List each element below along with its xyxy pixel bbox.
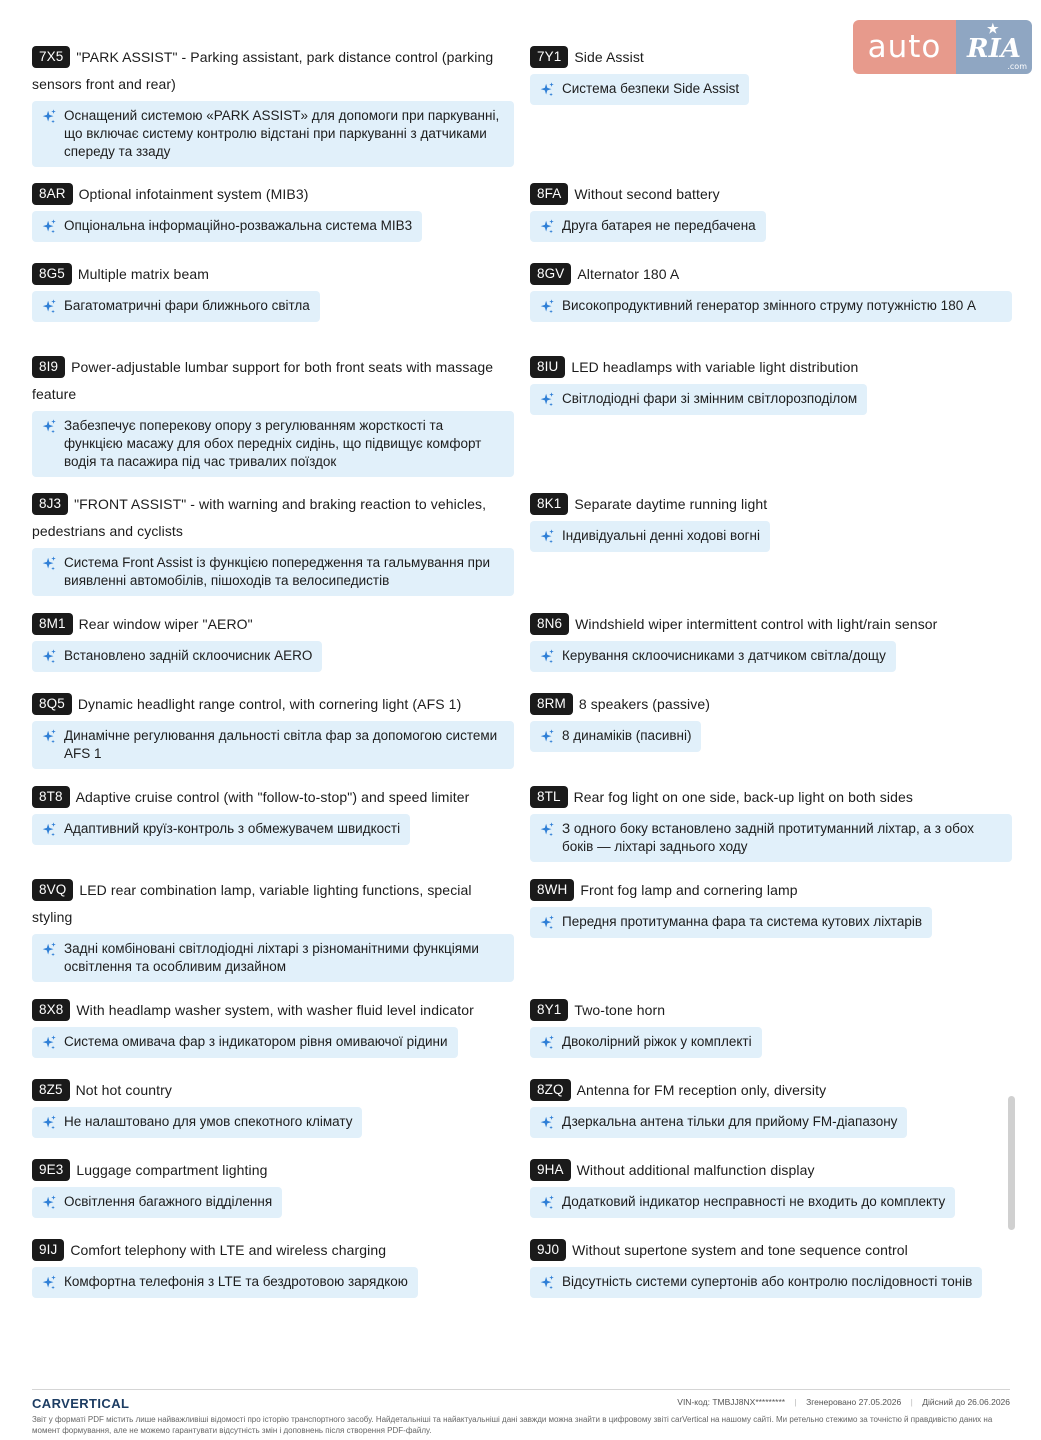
option-title: 8 speakers (passive) — [578, 696, 710, 712]
ai-sparkle-icon — [538, 821, 556, 839]
option-title: Without supertone system and tone sequence control — [572, 1242, 908, 1258]
option-description: Опціональна інформаційно-розважальна система MIB3 — [64, 218, 413, 233]
carvertical-logo: CARVERTICAL — [32, 1396, 130, 1411]
equipment-item — [530, 997, 1012, 1058]
option-code-badge: 8N6 — [530, 613, 569, 635]
equipment-heading — [32, 1157, 514, 1184]
option-description-box — [32, 934, 514, 982]
equipment-heading — [530, 784, 1012, 811]
option-title: Comfort telephony with LTE and wireless charging — [70, 1242, 387, 1258]
equipment-heading — [32, 44, 514, 98]
description-wrapper — [530, 904, 1012, 938]
option-description-box — [530, 1187, 955, 1218]
vin-label: VIN-код: — [677, 1397, 710, 1407]
option-code-badge: 8X8 — [32, 999, 70, 1021]
option-title: Two-tone horn — [574, 1002, 666, 1018]
option-description: Забезпечує поперекову опору з регулюванням жорсткості та функцією масажу для обох передніх сидінь, що підвищує комфорт водія та пасажира під час тривалих поїздок — [64, 418, 482, 469]
equipment-item — [530, 491, 1012, 552]
option-description: Система Front Assist із функцією попередження та гальмування при виявленні автомобілів, пішоходів та велосипедистів — [64, 555, 491, 588]
equipment-heading — [32, 1077, 514, 1104]
equipment-item — [530, 784, 1012, 862]
option-description-box — [32, 814, 410, 845]
ai-sparkle-icon — [538, 728, 556, 746]
option-code-badge: 8VQ — [32, 879, 73, 901]
option-description: Оснащений системою «PARK ASSIST» для допомоги при паркуванні, що включає систему контролю відстані при паркуванні з датчиками спереду та ззаду — [64, 108, 500, 159]
description-wrapper — [530, 71, 1012, 105]
ai-sparkle-icon — [538, 1114, 556, 1132]
equipment-heading — [32, 354, 514, 408]
option-title: Rear window wiper "AERO" — [78, 616, 253, 632]
equipment-item — [32, 691, 514, 769]
ai-sparkle-icon — [40, 941, 58, 959]
option-code-badge: 8GV — [530, 263, 571, 285]
equipment-item — [32, 1237, 514, 1298]
generated-label: Згенеровано — [806, 1397, 857, 1407]
equipment-item — [32, 997, 514, 1058]
option-description-box — [32, 548, 514, 596]
option-code-badge: 8AR — [32, 183, 73, 205]
option-description: Керування склоочисниками з датчиком світла/дощу — [562, 648, 886, 663]
equipment-item — [32, 784, 514, 845]
description-wrapper — [32, 411, 514, 477]
disclaimer: Звіт у форматі PDF містить лише найважливіші відомості про історію транспортного засобу. Найдетальніші та найактуальніші дані завжди можна знайти в цифровому звіті carVertical на нашому сайті. Ми ретельно стежимо за точністю й правдивістю даних на момент формування, але не можемо гарантувати відсутність змін і доповнень після створення PDF-файлу. — [32, 1415, 993, 1435]
description-wrapper — [530, 814, 1012, 862]
option-description-box — [32, 411, 514, 477]
ai-sparkle-icon — [538, 218, 556, 236]
option-code-badge: 9E3 — [32, 1159, 70, 1181]
option-title: Front fog lamp and cornering lamp — [580, 882, 798, 898]
ai-sparkle-icon — [538, 914, 556, 932]
equipment-heading — [530, 44, 1012, 71]
option-description-box — [32, 1267, 418, 1298]
ai-sparkle-icon — [40, 1274, 58, 1292]
equipment-item — [32, 491, 514, 596]
logo-com: .com — [1007, 62, 1027, 71]
option-description-box — [530, 814, 1012, 862]
description-wrapper — [32, 934, 514, 982]
star-icon: ★ — [987, 22, 999, 37]
option-description: Багатоматричні фари ближнього світла — [64, 298, 310, 313]
description-wrapper — [530, 1184, 1012, 1218]
equipment-item — [32, 1157, 514, 1218]
ai-sparkle-icon — [40, 728, 58, 746]
option-code-badge: 8WH — [530, 879, 574, 901]
option-description-box — [530, 211, 766, 242]
option-title: "FRONT ASSIST" - with warning and braking reaction to vehicles, pedestrians and cyclists — [32, 496, 487, 539]
option-description-box — [530, 1267, 982, 1298]
option-title: LED headlamps with variable light distribution — [571, 359, 859, 375]
equipment-item — [530, 44, 1012, 105]
equipment-item — [32, 611, 514, 672]
generated-value: 27.05.2026 — [858, 1397, 902, 1407]
option-description: Динамічне регулювання дальності світла фар за допомогою системи AFS 1 — [64, 728, 498, 761]
description-wrapper — [530, 1104, 1012, 1138]
option-description: Задні комбіновані світлодіодні ліхтарі з різноманітними функціями освітлення та особливим дизайном — [64, 941, 479, 974]
option-description-box — [32, 291, 320, 322]
ai-sparkle-icon — [538, 1034, 556, 1052]
ai-sparkle-icon — [40, 418, 58, 436]
equipment-heading — [32, 261, 514, 288]
description-wrapper — [530, 208, 1012, 242]
description-wrapper — [32, 101, 514, 167]
option-description: Двоколірний ріжок у комплекті — [562, 1034, 752, 1049]
description-wrapper — [530, 718, 1012, 752]
option-title: Without second battery — [574, 186, 720, 202]
equipment-heading — [530, 611, 1012, 638]
option-code-badge: 8IU — [530, 356, 565, 378]
option-code-badge: 8ZQ — [530, 1079, 571, 1101]
option-code-badge: 8Q5 — [32, 693, 72, 715]
option-code-badge: 8T8 — [32, 786, 70, 808]
equipment-item — [530, 1077, 1012, 1138]
description-wrapper — [530, 1024, 1012, 1058]
option-description-box — [530, 907, 932, 938]
option-description: Освітлення багажного відділення — [64, 1194, 273, 1209]
valid-value: 26.06.2026 — [967, 1397, 1010, 1407]
logo-auto: auto — [853, 20, 956, 74]
option-description: Світлодіодні фари зі змінним світлорозподілом — [562, 391, 858, 406]
option-code-badge: 9J0 — [530, 1239, 566, 1261]
ai-sparkle-icon — [40, 648, 58, 666]
logo-ria-text: RIA — [967, 34, 1021, 64]
option-description-box — [530, 291, 1012, 322]
option-description: Високопродуктивний генератор змінного струму потужністю 180 А — [562, 298, 976, 313]
option-title: Luggage compartment lighting — [76, 1162, 268, 1178]
option-code-badge: 9IJ — [32, 1239, 64, 1261]
equipment-item — [530, 1157, 1012, 1218]
equipment-item — [32, 1077, 514, 1138]
option-description-box — [32, 1027, 458, 1058]
description-wrapper — [32, 208, 514, 242]
option-description: Дзеркальна антена тільки для прийому FM-діапазону — [562, 1114, 898, 1129]
description-wrapper — [530, 518, 1012, 552]
scrollbar[interactable] — [1008, 1096, 1015, 1230]
description-wrapper — [32, 1024, 514, 1058]
ai-sparkle-icon — [538, 528, 556, 546]
option-description: Не налаштовано для умов спекотного клімату — [64, 1114, 353, 1129]
ai-sparkle-icon — [538, 1274, 556, 1292]
description-wrapper — [530, 638, 1012, 672]
equipment-heading — [32, 877, 514, 931]
option-code-badge: 9HA — [530, 1159, 571, 1181]
option-description-box — [530, 1027, 762, 1058]
description-wrapper — [530, 381, 1012, 415]
description-wrapper — [32, 548, 514, 596]
description-wrapper — [32, 1104, 514, 1138]
option-title: Alternator 180 A — [577, 266, 680, 282]
option-title: Without additional malfunction display — [576, 1162, 815, 1178]
footer — [32, 1389, 1010, 1435]
ai-sparkle-icon — [538, 298, 556, 316]
option-code-badge: 7Y1 — [530, 46, 568, 68]
description-wrapper — [32, 811, 514, 845]
ai-sparkle-icon — [40, 821, 58, 839]
option-code-badge: 8J3 — [32, 493, 68, 515]
option-title: Multiple matrix beam — [77, 266, 209, 282]
equipment-item — [32, 877, 514, 982]
option-title: Side Assist — [574, 49, 644, 65]
description-wrapper — [530, 291, 1012, 322]
option-description-box — [530, 74, 749, 105]
option-description-box — [32, 641, 322, 672]
description-wrapper — [32, 1264, 514, 1298]
option-title: Dynamic headlight range control, with cornering light (AFS 1) — [77, 696, 462, 712]
option-code-badge: 8M1 — [32, 613, 73, 635]
equipment-heading — [530, 877, 1012, 904]
equipment-heading — [530, 261, 1012, 288]
ai-sparkle-icon — [40, 1034, 58, 1052]
equipment-heading — [530, 354, 1012, 381]
equipment-heading — [530, 491, 1012, 518]
equipment-heading — [32, 997, 514, 1024]
equipment-item — [530, 354, 1012, 415]
option-description: Відсутність системи супертонів або контролю послідовності тонів — [562, 1274, 973, 1289]
ai-sparkle-icon — [538, 81, 556, 99]
option-code-badge: 8Z5 — [32, 1079, 70, 1101]
option-description-box — [530, 521, 770, 552]
equipment-item — [530, 877, 1012, 938]
equipment-item — [530, 261, 1012, 322]
ai-sparkle-icon — [40, 555, 58, 573]
option-title: "PARK ASSIST" - Parking assistant, park distance control (parking sensors front and rear) — [32, 49, 494, 92]
option-description-box — [32, 211, 422, 242]
option-title: Power-adjustable lumbar support for both front seats with massage feature — [32, 359, 494, 402]
option-description-box — [530, 721, 701, 752]
equipment-item — [530, 611, 1012, 672]
option-title: Optional infotainment system (MIB3) — [78, 186, 309, 202]
valid-label: Дійсний до — [922, 1397, 966, 1407]
option-description-box — [32, 101, 514, 167]
option-description-box — [530, 1107, 907, 1138]
description-wrapper — [32, 288, 514, 322]
equipment-heading — [32, 181, 514, 208]
option-description: Індивідуальні денні ходові вогні — [562, 528, 760, 543]
equipment-heading — [530, 1157, 1012, 1184]
description-wrapper — [32, 1184, 514, 1218]
option-description-box — [32, 1107, 362, 1138]
option-description: Додатковий індикатор несправності не входить до комплекту — [562, 1194, 946, 1209]
option-description-box — [32, 721, 514, 769]
option-title: Rear fog light on one side, back-up light on both sides — [573, 789, 913, 805]
equipment-item — [32, 261, 514, 322]
equipment-item — [530, 181, 1012, 242]
option-description-box — [32, 1187, 282, 1218]
description-wrapper — [530, 1264, 1012, 1298]
option-code-badge: 8RM — [530, 693, 573, 715]
option-code-badge: 8G5 — [32, 263, 72, 285]
option-code-badge: 8FA — [530, 183, 568, 205]
equipment-item — [530, 1237, 1012, 1298]
option-code-badge: 7X5 — [32, 46, 70, 68]
equipment-item — [32, 354, 514, 477]
description-wrapper — [32, 721, 514, 769]
equipment-heading — [530, 997, 1012, 1024]
option-description-box — [530, 384, 867, 415]
ai-sparkle-icon — [40, 1194, 58, 1212]
option-code-badge: 8TL — [530, 786, 568, 808]
equipment-heading — [32, 691, 514, 718]
option-title: Adaptive cruise control (with "follow-to-stop") and speed limiter — [75, 789, 470, 805]
equipment-item — [32, 44, 514, 167]
ai-sparkle-icon — [40, 108, 58, 126]
option-title: Not hot country — [75, 1082, 172, 1098]
equipment-heading — [530, 181, 1012, 208]
option-description: Друга батарея не передбачена — [562, 218, 756, 233]
equipment-heading — [32, 611, 514, 638]
option-description: Встановлено задній склоочисник AERO — [64, 648, 313, 663]
equipment-item — [530, 691, 1012, 752]
option-title: With headlamp washer system, with washer fluid level indicator — [76, 1002, 474, 1018]
equipment-item — [32, 181, 514, 242]
option-title: Separate daytime running light — [574, 496, 768, 512]
option-description-box — [530, 641, 896, 672]
option-title: Windshield wiper intermittent control with light/rain sensor — [575, 616, 938, 632]
option-description: З одного боку встановлено задній протитуманний ліхтар, а з обох боків — ліхтарі заднього ходу — [562, 821, 974, 854]
equipment-heading — [32, 784, 514, 811]
option-description: Система омивача фар з індикатором рівня омиваючої рідини — [64, 1034, 448, 1049]
option-description: Адаптивний круїз-контроль з обмежувачем швидкості — [64, 821, 401, 836]
equipment-heading — [530, 691, 1012, 718]
option-description: 8 динаміків (пасивні) — [562, 728, 692, 743]
ai-sparkle-icon — [538, 1194, 556, 1212]
report-meta: VIN-код: TMBJJ8NX********* | Згенеровано 27.05.2026 | Дійсний до 26.06.2026 — [677, 1397, 1010, 1407]
equipment-heading — [530, 1237, 1012, 1264]
option-code-badge: 8I9 — [32, 356, 65, 378]
equipment-heading — [32, 491, 514, 545]
option-title: Antenna for FM reception only, diversity — [576, 1082, 827, 1098]
ai-sparkle-icon — [40, 298, 58, 316]
option-description: Передня протитуманна фара та система кутових ліхтарів — [562, 914, 923, 929]
option-description: Комфортна телефонія з LTE та бездротовою зарядкою — [64, 1274, 408, 1289]
vin-value: TMBJJ8NX********* — [712, 1397, 786, 1407]
ai-sparkle-icon — [538, 391, 556, 409]
equipment-heading — [32, 1237, 514, 1264]
ai-sparkle-icon — [538, 648, 556, 666]
option-code-badge: 8K1 — [530, 493, 568, 515]
option-description: Система безпеки Side Assist — [562, 81, 740, 96]
option-code-badge: 8Y1 — [530, 999, 568, 1021]
equipment-heading — [530, 1077, 1012, 1104]
option-title: LED rear combination lamp, variable lighting functions, special styling — [32, 882, 472, 925]
ai-sparkle-icon — [40, 218, 58, 236]
ai-sparkle-icon — [40, 1114, 58, 1132]
description-wrapper — [32, 638, 514, 672]
